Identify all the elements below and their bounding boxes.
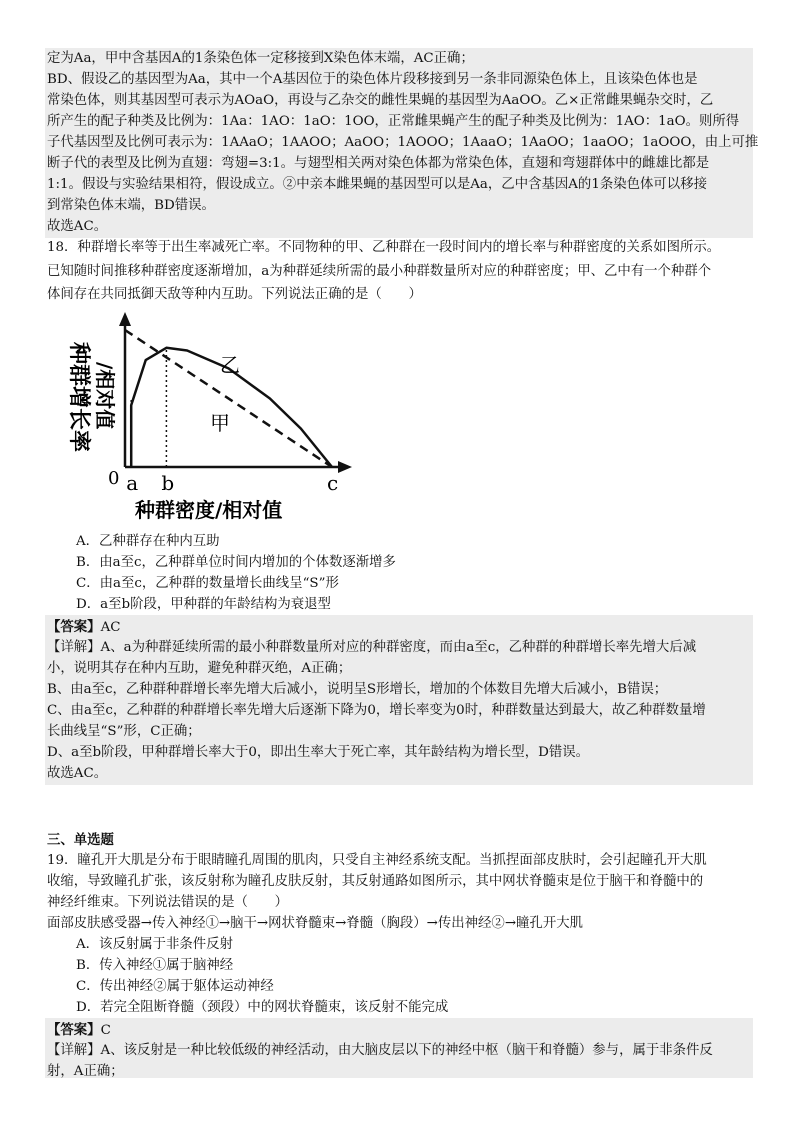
answer-label: 【答案】 <box>47 1022 101 1038</box>
q19-answer <box>47 1020 111 1041</box>
q18-stem-line: 18．种群增长率等于出生率减死亡率。不同物种的甲、乙种群在一段时间内的增长率与种群密度的关系如图所示。 <box>47 240 721 255</box>
q18-explain-line: 长曲线呈“S”形，C正确； <box>47 724 201 739</box>
q18-explain-line: B、由a至c，乙种群种群增长率先增大后减小，说明呈S形增长，增加的个体数目先增大后减小，B错误； <box>47 682 668 697</box>
q18-explain-line: D、a至b阶段，甲种群增长率大于0，即出生率大于死亡率，其年龄结构为增长型，D错误。 <box>47 745 589 760</box>
x-axis-arrowhead <box>338 461 352 473</box>
q17-line: 定为Aa，甲中含基因A的1条染色体一定移接到X染色体末端，AC正确； <box>47 51 474 66</box>
q19-pathway: 面部皮肤感受器→传入神经①→脑干→网状脊髓束→脊髓（胸段）→传出神经②→瞳孔开大肌 <box>47 916 583 931</box>
answer-value: C <box>100 1023 111 1038</box>
q19-stem-line: 神经纤维束。下列说法错误的是（ ） <box>47 895 289 910</box>
q17-line: 常染色体，则其基因型可表示为AOaO，再设与乙杂交的雌性果蝇的基因型为AaOO。乙×正常雌果蝇杂交时，乙 <box>47 93 714 108</box>
series-jia-line <box>125 330 332 467</box>
q19-stem-line: 收缩，导致瞳孔扩张，该反射称为瞳孔皮肤反射，其反射通路如图所示，其中网状脊髓束是位于脑干和脊髓中的 <box>47 874 704 889</box>
q19-option-b: B．传入神经①属于脑神经 <box>76 958 234 973</box>
q18-stem-line: 体间存在共同抵御天敌等种内互助。下列说法正确的是（ ） <box>47 287 422 302</box>
q18-option-b: B．由a至c，乙种群单位时间内增加的个体数逐渐增多 <box>76 555 396 570</box>
series-label-jia: 甲 <box>210 411 230 435</box>
q17-line: BD、假设乙的基因型为Aa，其中一个A基因位于的染色体片段移接到另一条非同源染色体上，且该染色体也是 <box>47 72 698 87</box>
y-axis-label-line2: /相对值 <box>93 362 117 430</box>
series-label-yi: 乙 <box>220 353 240 377</box>
q17-line: 所产生的配子种类及比例为：1Aa：1AO：1aO：1OO，正常雌果蝇产生的配子种类及比例为：1AO：1aO。则所得 <box>47 114 740 129</box>
origin-label: 0 <box>108 468 120 489</box>
q18-option-a: A．乙种群存在种内互助 <box>76 534 220 549</box>
q18-stem-line: 已知随时间推移种群密度逐渐增加，a为种群延续所需的最小种群数量所对应的种群密度；甲、乙中有一个种群个 <box>47 264 712 279</box>
q17-line: 1:1。假设与实验结果相符，假设成立。②中亲本雌果蝇的基因型可以是Aa，乙中含基因A的1条染色体可以移接 <box>47 177 707 192</box>
q17-line: 到常染色体末端，BD错误。 <box>47 198 215 213</box>
tick-label-c: c <box>327 471 339 495</box>
answer-label: 【答案】 <box>47 619 101 635</box>
answer-value: AC <box>100 620 121 635</box>
q18-explain-line: 小，说明其存在种内互助，避免种群灭绝，A正确； <box>47 661 352 676</box>
section-heading: 三、单选题 <box>47 832 114 848</box>
q19-option-d: D．若完全阻断脊髓（颈段）中的网状脊髓束，该反射不能完成 <box>76 1000 449 1015</box>
q17-line: 故选AC。 <box>47 219 108 234</box>
q19-option-a: A．该反射属于非条件反射 <box>76 937 233 952</box>
q17-line: 断子代的表型及比例为直翅：弯翅=3:1。与翅型相关两对染色体都为常染色体，直翅和弯翅群体中的雌雄比都是 <box>47 156 710 171</box>
q18-option-d: D．a至b阶段，甲种群的年龄结构为衰退型 <box>76 597 331 612</box>
x-axis-label: 种群密度/相对值 <box>135 498 283 522</box>
q17-line: 子代基因型及比例可表示为：1AAaO；1AAOO；AaOO；1AOOO；1AaaO；1AaOO；1aaOO；1aOOO，由上可推 <box>47 135 759 150</box>
q18-explain-line: 故选AC。 <box>47 766 108 781</box>
q18-answer <box>47 617 120 638</box>
q19-option-c: C．传出神经②属于躯体运动神经 <box>76 979 274 994</box>
tick-label-b: b <box>161 471 175 495</box>
growth-rate-chart <box>50 312 370 527</box>
q19-stem-line: 19．瞳孔开大肌是分布于眼睛瞳孔周围的肌肉，只受自主神经系统支配。当抓捏面部皮肤时，会引起瞳孔开大肌 <box>47 853 707 868</box>
q18-explain-line: 【详解】A、a为种群延续所需的最小种群数量所对应的种群密度，而由a至c，乙种群的种群增长率先增大后减 <box>47 640 697 655</box>
y-axis-arrowhead <box>119 312 131 326</box>
tick-label-a: a <box>126 471 139 495</box>
q18-option-c: C．由a至c，乙种群的数量增长曲线呈“S”形 <box>76 576 339 591</box>
q19-explain-line: 【详解】A、该反射是一种比较低级的神经活动，由大脑皮层以下的神经中枢（脑干和脊髓）参与，属于非条件反 <box>47 1043 713 1058</box>
q18-explain-line: C、由a至c，乙种群的种群增长率先增大后逐渐下降为0，增长率变为0时，种群数量达到最大，故乙种群数量增 <box>47 703 706 718</box>
q19-explain-line: 射，A正确； <box>47 1064 124 1079</box>
y-axis-label-line1: 种群增长率 <box>66 342 92 453</box>
